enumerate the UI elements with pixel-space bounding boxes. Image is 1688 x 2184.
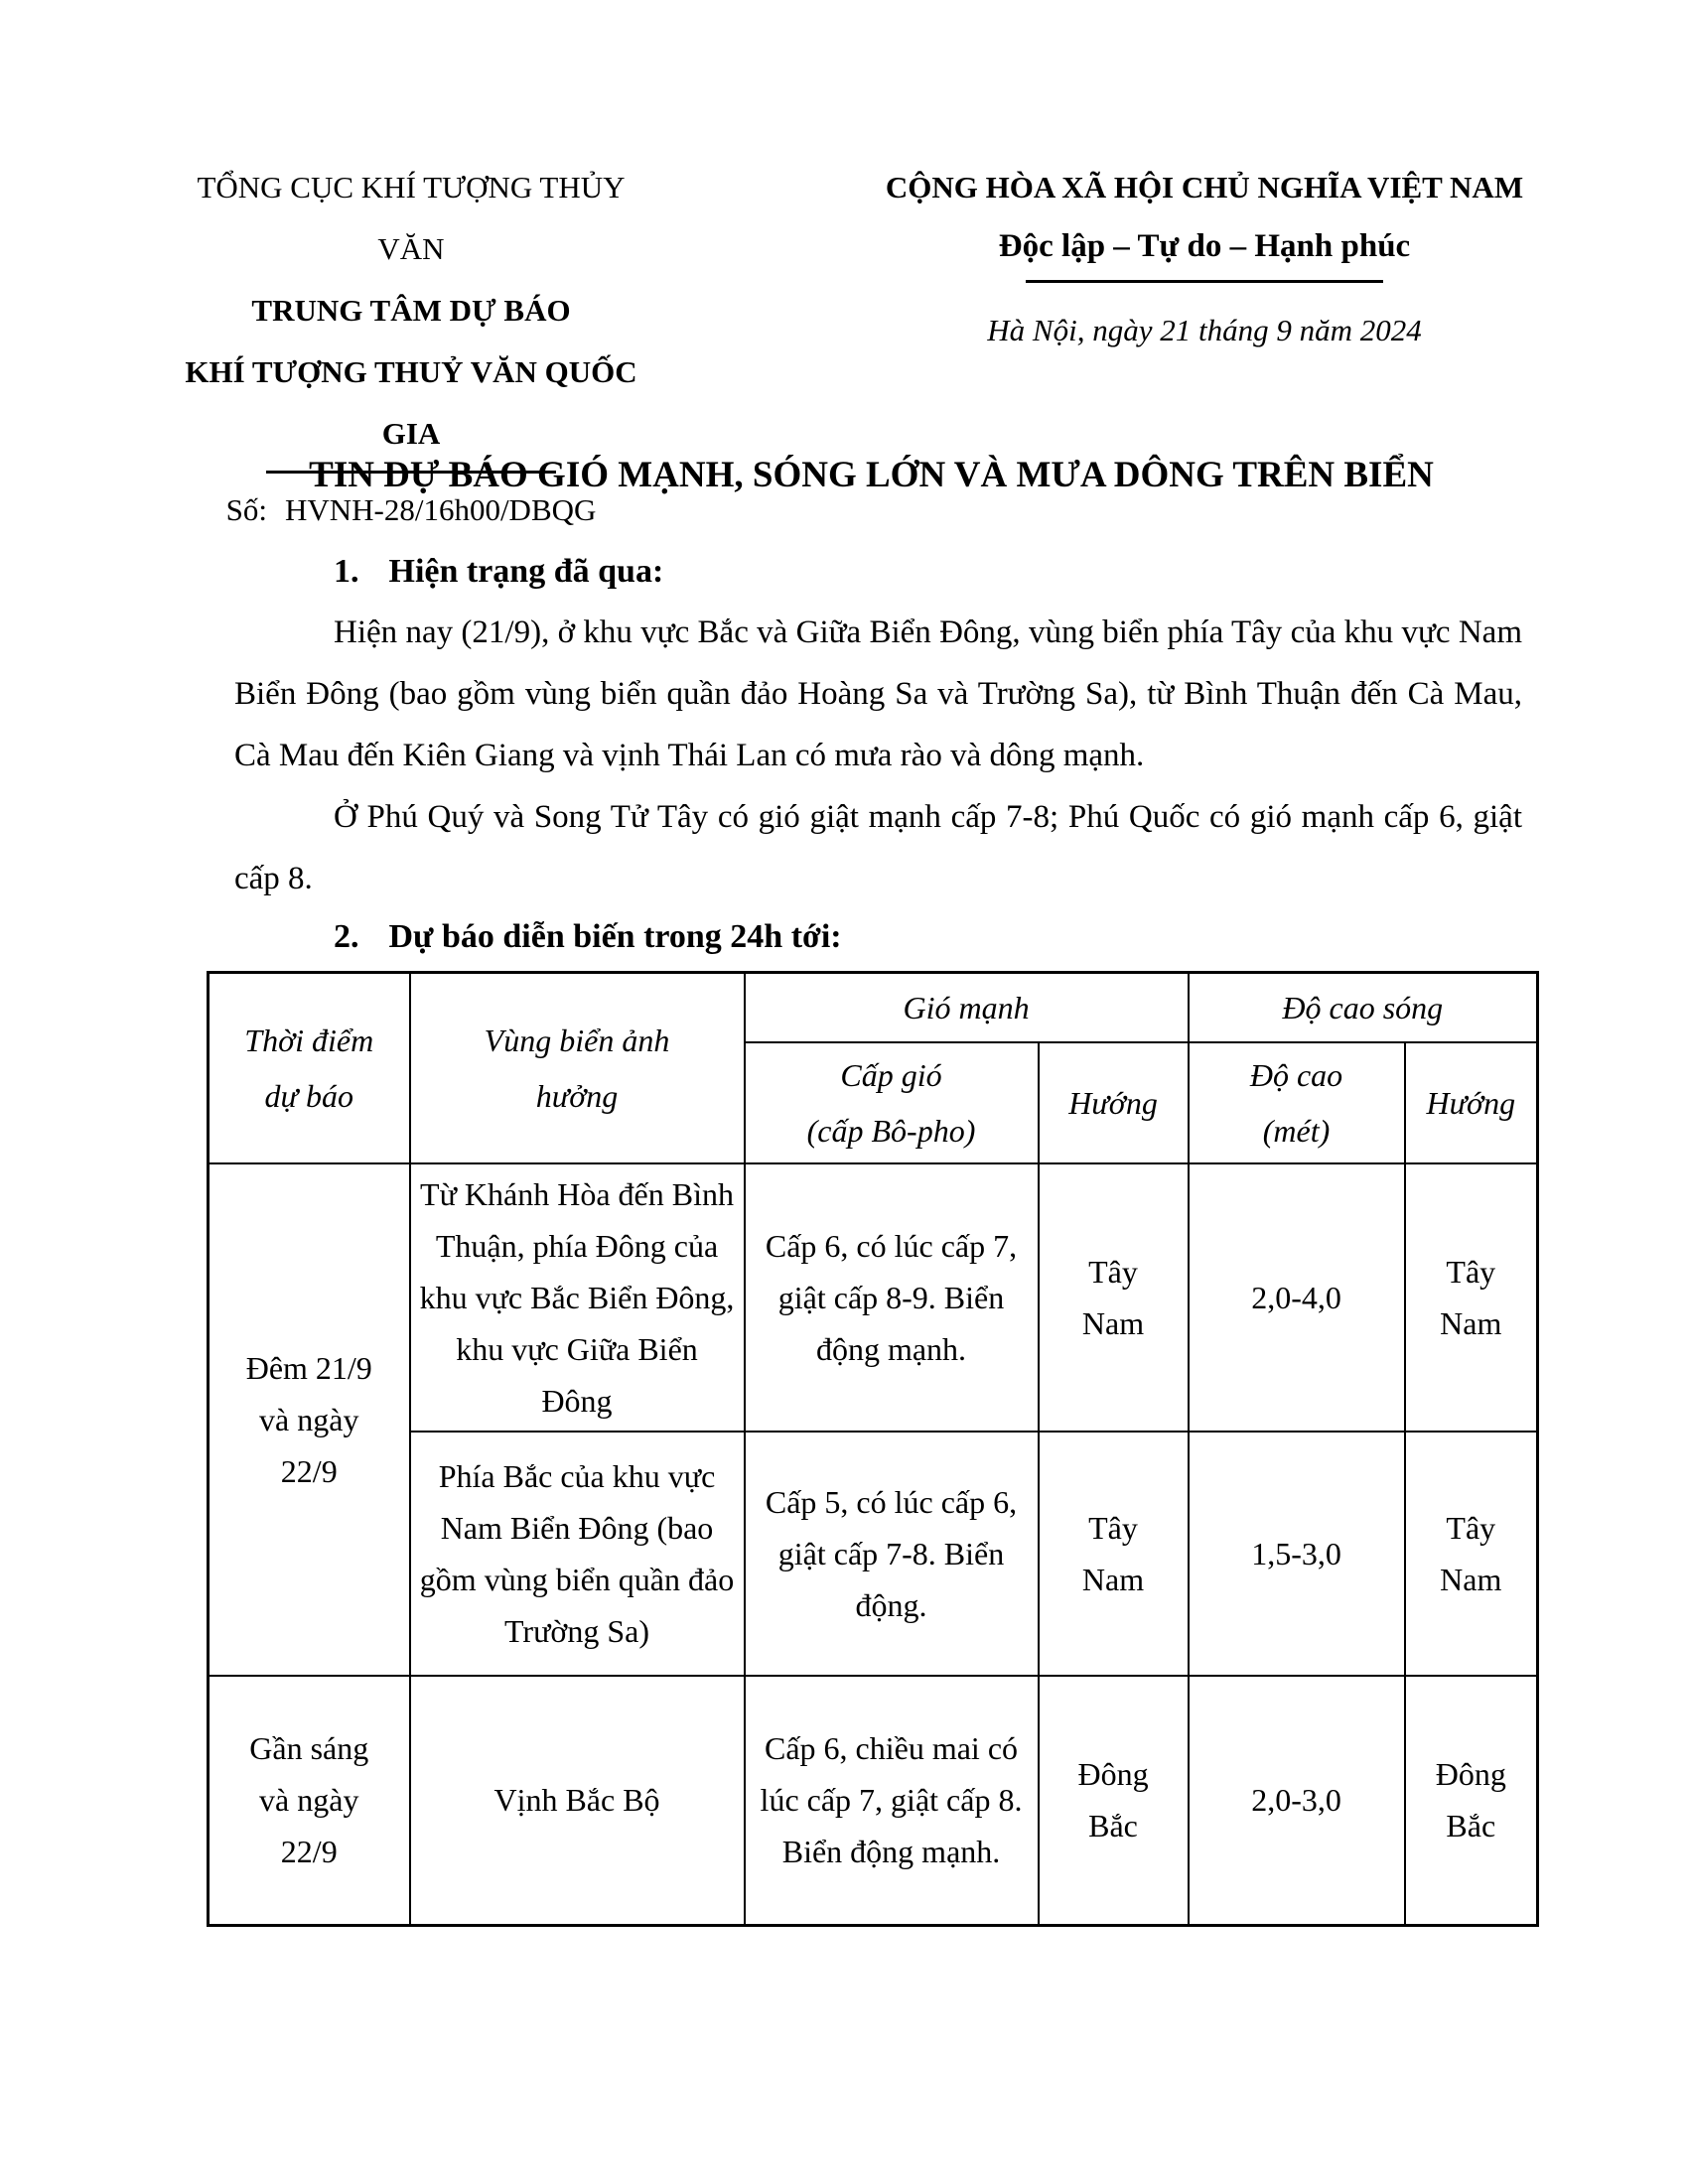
motto-block: [830, 157, 1579, 356]
issuer-center-line2: KHÍ TƯỢNG THUỶ VĂN QUỐC GIA: [185, 354, 637, 451]
cell-sea-area: Từ Khánh Hòa đến Bình Thuận, phía Đông của khu vực Bắc Biển Đông, khu vực Giữa Biển Đông: [410, 1163, 745, 1432]
cell-wind-direction: Tây Nam: [1039, 1432, 1189, 1676]
dateline: Hà Nội, ngày 21 tháng 9 năm 2024: [987, 313, 1422, 347]
cell-wind-level: Cấp 5, có lúc cấp 6, giật cấp 7-8. Biển động.: [745, 1432, 1039, 1676]
cell-wind-level: Cấp 6, có lúc cấp 7, giật cấp 8-9. Biển động mạnh.: [745, 1163, 1039, 1432]
col-group-wave: Độ cao sóng: [1189, 973, 1538, 1042]
national-motto: Độc lập – Tự do – Hạnh phúc: [998, 228, 1411, 264]
col-header-wind-level: Cấp gió (cấp Bô-pho): [745, 1042, 1039, 1163]
cell-wind-direction: Tây Nam: [1039, 1163, 1189, 1432]
col-header-wave-dir: Hướng: [1405, 1042, 1538, 1163]
cell-sea-area: Vịnh Bắc Bộ: [410, 1676, 745, 1926]
issuer-agency: TỔNG CỤC KHÍ TƯỢNG THỦY VĂN: [197, 170, 626, 266]
body-paragraph-2: Ở Phú Quý và Song Tử Tây có gió giật mạnh cấp 7-8; Phú Quốc có gió mạnh cấp 6, giật cấp 8.: [234, 799, 1522, 896]
col-header-wave-height: Độ cao (mét): [1189, 1042, 1405, 1163]
cell-wave-direction: Tây Nam: [1405, 1163, 1538, 1432]
col-header-time: Thời điểm dự báo: [209, 973, 410, 1163]
doc-number-value: HVNH-28/16h00/DBQG: [284, 492, 597, 527]
section-1-heading: [334, 546, 1536, 598]
cell-time-period: Đêm 21/9 và ngày 22/9: [209, 1163, 410, 1676]
cell-wave-height: 2,0-4,0: [1189, 1163, 1405, 1432]
issuer-center-line1: TRUNG TÂM DỰ BÁO: [251, 293, 571, 328]
body-paragraph-1: Hiện nay (21/9), ở khu vực Bắc và Giữa Biển Đông, vùng biển phía Tây của khu vực Nam Biển Đông (bao gồm vùng biển quần đảo Hoàng Sa và Trường Sa), từ Bình Thuận đến Cà Mau, Cà Mau đến Kiên Giang và vịnh Thái Lan có mưa rào và dông mạnh.: [234, 614, 1522, 773]
cell-wind-direction: Đông Bắc: [1039, 1676, 1189, 1926]
republic-name: CỘNG HÒA XÃ HỘI CHỦ NGHĨA VIỆT NAM: [885, 170, 1524, 205]
section-2-title: Dự báo diễn biến trong 24h tới:: [388, 918, 842, 955]
col-header-area: Vùng biển ảnh hưởng: [410, 973, 745, 1163]
table-header-group-row: [209, 973, 1538, 1042]
cell-wind-level: Cấp 6, chiều mai có lúc cấp 7, giật cấp 8. Biển động mạnh.: [745, 1676, 1039, 1926]
table-row: [209, 1163, 1538, 1432]
cell-wave-direction: Tây Nam: [1405, 1432, 1538, 1676]
forecast-table: [207, 971, 1539, 1927]
cell-wave-height: 1,5-3,0: [1189, 1432, 1405, 1676]
document-title: TIN DỰ BÁO GIÓ MẠNH, SÓNG LỚN VÀ MƯA DÔNG TRÊN BIỂN: [309, 455, 1434, 495]
cell-wave-height: 2,0-3,0: [1189, 1676, 1405, 1926]
doc-number-label: Số:: [225, 492, 267, 527]
cell-wave-direction: Đông Bắc: [1405, 1676, 1538, 1926]
col-header-wind-dir: Hướng: [1039, 1042, 1189, 1163]
motto-rule: [1026, 280, 1383, 283]
section-1-number: 1.: [334, 553, 359, 590]
col-group-wind: Gió mạnh: [745, 973, 1189, 1042]
cell-time-period: Gần sáng và ngày 22/9: [209, 1676, 410, 1926]
cell-sea-area: Phía Bắc của khu vực Nam Biển Đông (bao gồm vùng biển quần đảo Trường Sa): [410, 1432, 745, 1676]
section-2-heading: [334, 911, 1536, 963]
section-2-number: 2.: [334, 918, 359, 955]
section-1-title: Hiện trạng đã qua:: [388, 553, 664, 590]
table-row: [209, 1676, 1538, 1926]
document-body: [207, 449, 1536, 1927]
